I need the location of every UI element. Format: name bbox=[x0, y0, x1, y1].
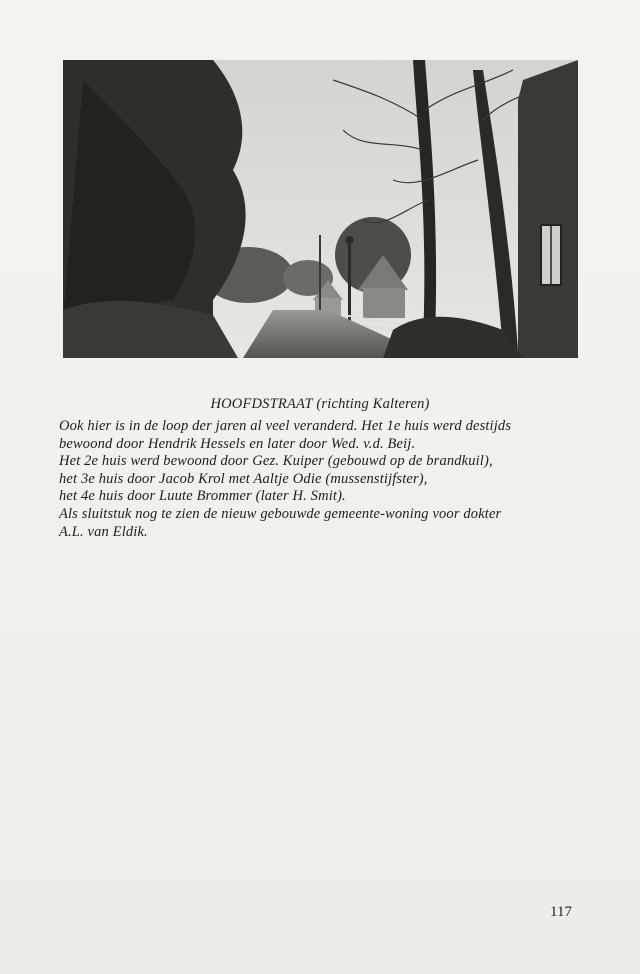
paragraph-line: Ook hier is in de loop der jaren al veel veranderd. Het 1e huis werd destijds bbox=[59, 418, 512, 434]
street-photo-image bbox=[63, 60, 578, 358]
paragraph-line: A.L. van Eldik. bbox=[59, 523, 148, 540]
page-number: 117 bbox=[550, 904, 572, 920]
body-paragraph bbox=[59, 418, 579, 541]
paragraph-line: Het 2e huis werd bewoond door Gez. Kuiper (gebouwd op de brandkuil), bbox=[59, 453, 493, 470]
photo-caption: HOOFDSTRAAT (richting Kalteren) bbox=[210, 396, 430, 412]
paragraph-line: het 4e huis door Luute Brommer (later H. Smit). bbox=[59, 488, 346, 505]
street-photograph bbox=[63, 60, 578, 358]
paragraph-line: het 3e huis door Jacob Krol met Aaltje Odie (mussenstijfster), bbox=[59, 470, 428, 487]
paragraph-line: Als sluitstuk nog te zien de nieuw gebouwde gemeente-woning voor dokter bbox=[59, 505, 502, 522]
paragraph-line: bewoond door Hendrik Hessels en later door Wed. v.d. Beij. bbox=[59, 435, 416, 452]
